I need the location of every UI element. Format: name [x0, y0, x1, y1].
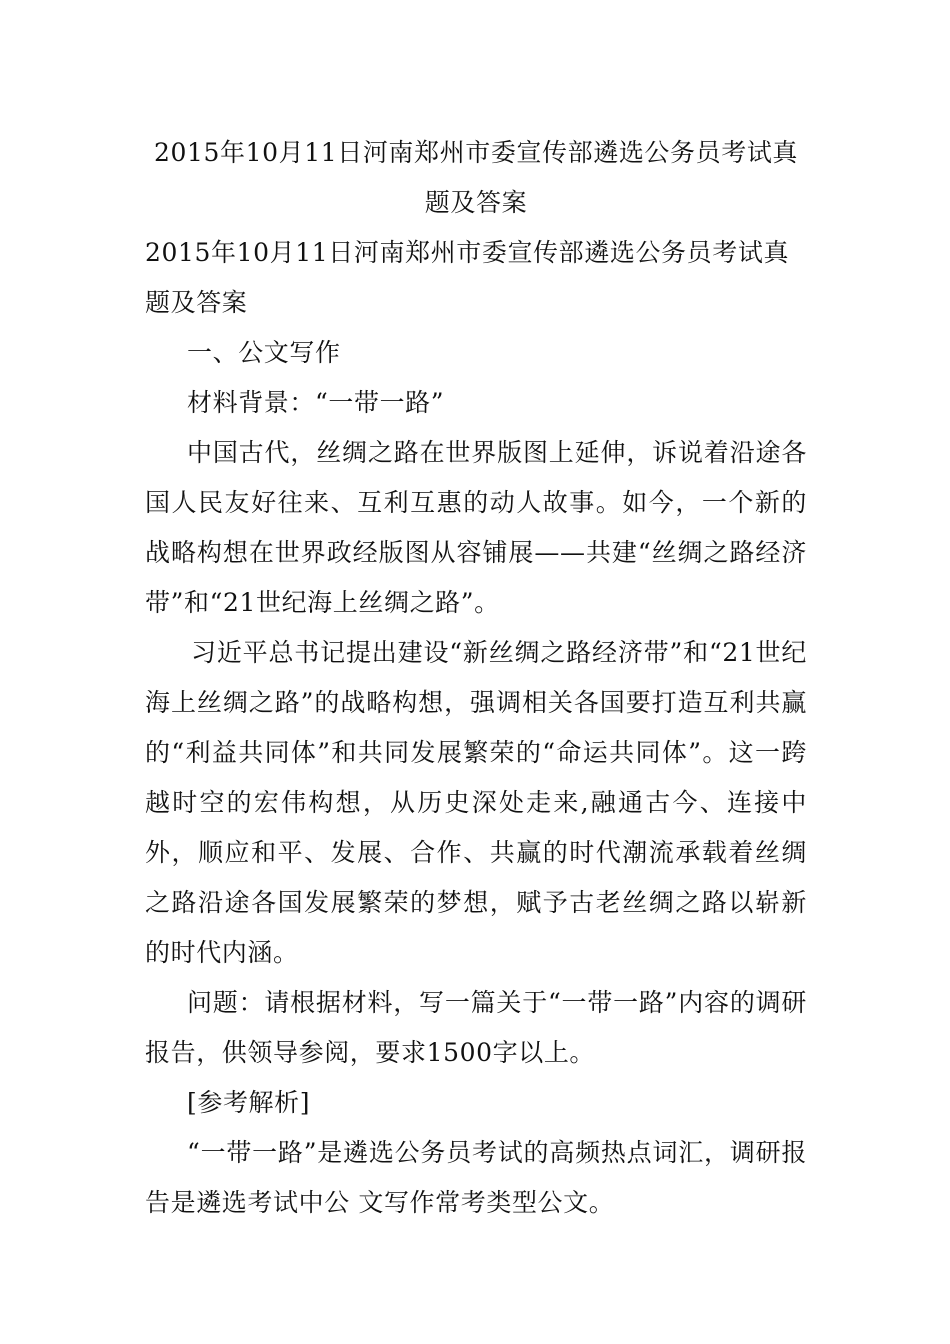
question-text: 问题：请根据材料，写一篇关于“一带一路”内容的调研报告，供领导参阅，要求1500字以上。: [145, 988, 807, 1067]
reference-analysis-label: [参考解析]: [187, 1088, 311, 1117]
document-title: 2015年10月11日河南郑州市委宣传部遴选公务员考试真题及答案: [153, 138, 799, 217]
document-body: [145, 128, 807, 1228]
material-background: 材料背景：“一带一路”: [187, 388, 445, 417]
paragraph-ancient-silk-road: 中国古代，丝绸之路在世界版图上延伸，诉说着沿途各国人民友好往来、互利互惠的动人故事。如今，一个新的战略构想在世界政经版图从容铺展——共建“丝绸之路经济带”和“21世纪海上丝绸之路”。: [145, 438, 807, 617]
analysis-text: “一带一路”是遴选公务员考试的高频热点词汇，调研报告是遴选考试中公 文写作常考类型公文。: [145, 1138, 807, 1217]
paragraph-strategic-concept: 习近平总书记提出建设“新丝绸之路经济带”和“21世纪海上丝绸之路”的战略构想，强调相关各国要打造互利共赢的“利益共同体”和共同发展繁荣的“命运共同体”。这一跨越时空的宏伟构想，从历史深处走来,融通古今、连接中外，顺应和平、发展、合作、共赢的时代潮流承载着丝绸之路沿途各国发展繁荣的梦想，赋予古老丝绸之路以崭新的时代内涵。: [145, 638, 807, 967]
section-heading: 一、公文写作: [187, 338, 341, 367]
document-title-repeat: 2015年10月11日河南郑州市委宣传部遴选公务员考试真题及答案: [145, 238, 790, 317]
